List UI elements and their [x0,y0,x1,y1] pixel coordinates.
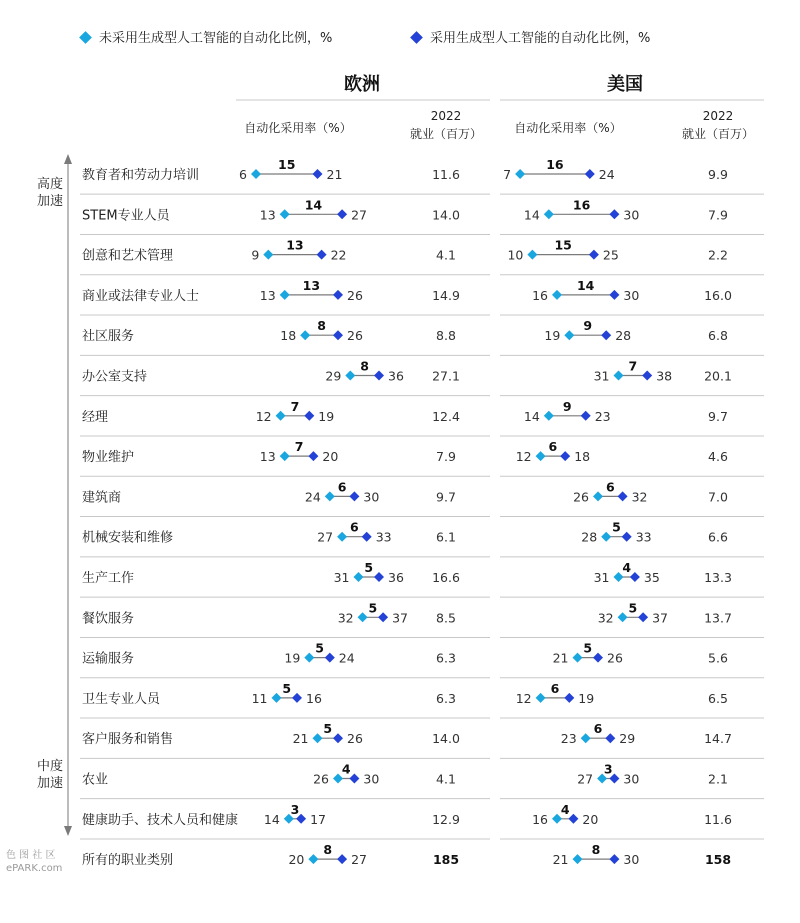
row-6-us-with-marker [581,411,591,421]
row-13-europe-gap-value: 5 [282,680,292,696]
row-5-us-gap-value: 7 [628,358,638,374]
row-16-europe-gap-value: 3 [290,801,300,817]
row-12-europe-employment: 6.3 [436,650,456,666]
row-8-us-with-marker [618,491,628,501]
row-0-us-employment: 9.9 [708,167,728,182]
row-6-europe-with-marker [304,411,314,421]
row-6-europe-gap-value: 7 [290,398,300,414]
row-7-us-with-value: 18 [574,449,591,465]
row-11-us-with-value: 37 [652,610,669,626]
row-3-us-gap-value: 14 [576,277,595,293]
row-5-europe-with-value: 36 [388,368,404,384]
row-3-europe-gap-value: 13 [302,277,321,293]
row-9-europe-gap-value: 6 [350,519,359,535]
total-europe-without-marker [308,854,318,864]
row-5-europe-gap-value: 8 [360,358,370,374]
row-9-us-without-marker [601,532,611,542]
row-14-europe-employment: 14.0 [432,731,460,747]
side-label-high-1: 高度 [36,177,64,192]
row-2-us-with-value: 25 [602,247,619,263]
total-europe-without-value: 20 [288,852,305,868]
row-12-us-gap-value: 5 [583,640,593,656]
row-3-us-without-marker [552,290,562,300]
row-5-us-with-marker [642,371,652,381]
row-1-us-with-marker [609,209,619,219]
row-3-label: 商业或法律专业人士 [82,288,200,304]
row-0-europe-with-marker [313,169,323,179]
row-16-us-with-value: 20 [582,811,599,827]
row-6-europe-with-value: 19 [318,408,335,424]
total-europe-employment: 185 [432,852,460,868]
row-15-europe-without-value: 26 [313,771,329,787]
row-1-us-employment: 7.9 [708,207,728,223]
row-15-europe-employment: 4.1 [436,771,456,787]
row-13-us-without-value: 12 [515,690,532,706]
row-0-us-with-marker [585,169,595,179]
row-16-europe-with-value: 17 [310,811,327,827]
row-3-us-employment: 16.0 [704,287,732,303]
row-14-europe-with-marker [333,733,343,743]
row-10-us-without-value: 31 [593,570,610,585]
row-15-us-gap-value: 3 [603,761,613,777]
row-5-label: 办公室支持 [82,369,148,385]
row-2-us-without-marker [527,250,537,260]
row-4-us-without-value: 19 [544,328,561,344]
row-11-us-gap-value: 5 [628,600,638,616]
row-4-europe-employment: 8.8 [436,328,456,344]
row-3-europe-without-marker [280,290,290,300]
row-0-europe-with-value: 21 [326,167,343,182]
row-14-europe-with-value: 26 [347,731,363,747]
axis-arrow-up-icon [64,154,72,164]
row-11-label: 餐饮服务 [82,611,135,627]
row-0-europe-employment: 11.6 [432,167,460,182]
row-7-us-with-marker [560,451,570,461]
europe-emp-year: 2022 [430,109,462,123]
row-2-label: 创意和艺术管理 [82,248,174,264]
row-1-europe-gap-value: 14 [304,197,323,213]
row-14-europe-gap-value: 5 [323,721,333,737]
row-11-europe-with-value: 37 [392,610,409,626]
region-title-europe: 欧洲 [344,74,380,95]
europe-rate-header: 自动化采用率（%） [244,121,352,135]
row-2-us-gap-value: 15 [554,237,572,253]
row-12-europe-with-value: 24 [338,650,355,666]
row-13-us-employment: 6.5 [708,690,728,706]
row-4-us-gap-value: 9 [583,318,593,334]
row-12-us-employment: 5.6 [708,650,728,666]
row-9-us-gap-value: 5 [612,519,621,535]
row-2-us-without-value: 10 [507,247,524,263]
row-11-europe-without-value: 32 [337,610,354,626]
row-9-europe-with-value: 33 [375,529,392,545]
row-9-us-with-value: 33 [635,529,652,545]
side-label-high-2: 加速 [36,194,64,209]
row-2-europe-without-marker [263,250,273,260]
row-15-label: 农业 [82,772,109,788]
row-12-us-with-marker [593,653,603,663]
row-7-label: 物业维护 [82,450,135,466]
row-9-label: 机械安装和维修 [82,530,174,546]
total-europe-with-marker [337,854,347,864]
row-12-europe-with-marker [325,653,335,663]
row-2-europe-employment: 4.1 [436,247,456,263]
row-3-us-without-value: 16 [532,287,548,303]
row-0-us-with-value: 24 [598,167,615,182]
row-0-label: 教育者和劳动力培训 [82,168,200,183]
europe-emp-unit: 就业（百万） [409,127,483,141]
row-11-europe-gap-value: 5 [368,600,378,616]
row-4-label: 社区服务 [82,329,135,345]
row-8-us-without-marker [593,491,603,501]
row-4-europe-without-value: 18 [280,328,297,344]
row-1-us-gap-value: 16 [572,197,591,213]
row-12-us-without-marker [573,653,583,663]
row-13-us-with-value: 19 [578,690,595,706]
row-10-europe-without-value: 31 [333,570,350,585]
row-3-europe-with-marker [333,290,343,300]
row-9-europe-without-value: 27 [317,529,334,545]
row-14-us-with-value: 29 [619,731,636,747]
row-13-us-with-marker [564,693,574,703]
row-5-europe-with-marker [374,371,384,381]
row-7-us-without-marker [536,451,546,461]
row-13-us-gap-value: 6 [550,680,560,696]
row-0-europe-without-value: 6 [239,167,247,182]
row-9-europe-with-marker [362,532,372,542]
row-12-us-without-value: 21 [552,650,569,666]
row-4-us-employment: 6.8 [708,328,728,344]
row-15-europe-gap-value: 4 [341,761,351,777]
row-4-europe-with-marker [333,330,343,340]
row-11-us-without-marker [618,612,628,622]
row-1-europe-without-marker [280,209,290,219]
row-11-europe-without-marker [358,612,368,622]
row-8-europe-with-marker [349,491,359,501]
row-6-europe-without-marker [276,411,286,421]
row-1-us-without-marker [544,209,554,219]
row-5-europe-without-value: 29 [325,368,342,384]
side-label-mid-1: 中度 [36,759,64,774]
row-8-europe-gap-value: 6 [337,479,347,495]
row-16-us-employment: 11.6 [704,811,732,827]
row-8-us-gap-value: 6 [605,479,615,495]
row-7-us-gap-value: 6 [548,439,558,455]
row-0-us-without-value: 7 [503,167,512,182]
row-10-europe-with-marker [374,572,384,582]
legend-without-marker [79,31,92,44]
row-14-label: 客户服务和销售 [82,732,174,748]
row-13-us-without-marker [536,693,546,703]
row-5-us-employment: 20.1 [704,368,732,384]
row-13-europe-with-marker [292,693,302,703]
row-14-us-gap-value: 6 [593,721,603,737]
row-16-europe-employment: 12.9 [432,811,460,827]
row-11-europe-employment: 8.5 [436,610,456,626]
row-10-us-with-marker [630,572,640,582]
row-1-europe-employment: 14.0 [432,207,460,223]
row-7-us-employment: 4.6 [708,449,728,465]
legend-with-marker [410,31,423,44]
total-label: 所有的职业类别 [82,853,174,869]
row-3-europe-without-value: 13 [259,287,276,303]
row-12-europe-without-value: 19 [284,650,301,666]
row-13-europe-without-value: 11 [251,690,268,706]
row-7-europe-without-marker [280,451,290,461]
row-13-label: 卫生专业人员 [82,691,161,707]
row-12-label: 运输服务 [82,651,135,667]
total-us-without-marker [573,854,583,864]
row-15-us-without-value: 27 [577,771,594,787]
legend-without-label: 未采用生成型人工智能的自动化比例，% [99,31,333,46]
row-8-europe-without-marker [325,491,335,501]
row-4-europe-gap-value: 8 [317,318,326,334]
row-8-us-without-value: 26 [573,489,589,505]
acceleration-axis [37,154,72,836]
total-us-without-value: 21 [552,852,569,868]
total-europe-with-value: 27 [351,852,368,868]
row-6-label: 经理 [82,409,109,425]
row-14-us-employment: 14.7 [704,731,732,747]
row-8-europe-without-value: 24 [304,489,321,505]
row-7-us-without-value: 12 [515,449,532,465]
row-8-us-with-value: 32 [631,489,648,505]
row-1-us-with-value: 30 [623,207,640,223]
row-13-europe-with-value: 16 [306,690,322,706]
row-7-europe-with-marker [308,451,318,461]
row-10-europe-with-value: 36 [388,570,404,585]
total-europe-gap-value: 8 [323,842,333,858]
row-5-us-without-value: 31 [593,368,610,384]
row-16-us-without-value: 16 [532,811,548,827]
row-2-europe-gap-value: 13 [286,237,304,253]
us-emp-unit: 就业（百万） [681,127,755,141]
row-6-europe-employment: 12.4 [432,408,460,424]
legend [79,30,650,46]
row-8-europe-with-value: 30 [363,489,380,505]
row-1-europe-with-value: 27 [351,207,368,223]
row-2-europe-without-value: 9 [251,247,260,263]
row-16-label: 健康助手、技术人员和健康 [82,812,239,828]
row-10-us-gap-value: 4 [622,560,632,575]
watermark [6,848,62,874]
row-7-europe-gap-value: 7 [294,439,304,455]
row-9-us-without-value: 28 [581,529,598,545]
row-10-us-employment: 13.3 [704,570,732,585]
row-6-us-employment: 9.7 [708,408,728,424]
row-7-europe-employment: 7.9 [436,449,456,465]
row-1-europe-without-value: 13 [259,207,276,223]
row-0-us-gap-value: 16 [546,157,564,172]
row-4-europe-without-marker [300,330,310,340]
row-15-europe-with-marker [349,774,359,784]
row-1-label: STEM专业人员 [82,208,170,224]
row-2-us-employment: 2.2 [708,247,728,263]
row-10-europe-gap-value: 5 [364,560,374,575]
row-3-us-with-marker [609,290,619,300]
region-title-us: 美国 [607,74,643,95]
row-11-us-employment: 13.7 [704,610,732,626]
row-15-us-employment: 2.1 [708,771,728,787]
row-4-europe-with-value: 26 [347,328,363,344]
chart-rows [80,157,764,868]
row-14-us-with-marker [605,733,615,743]
row-8-europe-employment: 9.7 [436,489,456,505]
row-0-europe-gap-value: 15 [278,157,296,172]
row-15-europe-with-value: 30 [363,771,380,787]
row-7-europe-with-value: 20 [322,449,339,465]
row-12-europe-gap-value: 5 [315,640,324,656]
us-emp-year: 2022 [702,109,734,123]
row-14-europe-without-value: 21 [292,731,309,747]
row-16-us-gap-value: 4 [560,801,570,817]
row-2-us-with-marker [589,250,599,260]
row-7-europe-without-value: 13 [259,449,276,465]
row-11-us-with-marker [638,612,648,622]
row-8-us-employment: 7.0 [708,489,728,505]
row-5-europe-without-marker [345,371,355,381]
row-3-us-with-value: 30 [623,287,640,303]
row-11-europe-with-marker [378,612,388,622]
row-14-europe-without-marker [313,733,323,743]
total-us-with-value: 30 [623,852,640,868]
row-5-us-with-value: 38 [656,368,673,384]
region-headers [236,73,764,141]
row-4-us-with-value: 28 [615,328,632,344]
row-10-label: 生产工作 [82,571,135,586]
row-14-us-without-value: 23 [560,731,577,747]
row-6-us-without-value: 14 [523,408,540,424]
us-rate-header: 自动化采用率（%） [514,121,622,135]
watermark-line-2: ePARK.com [6,863,63,874]
total-us-employment: 158 [704,852,732,868]
row-9-us-with-marker [622,532,632,542]
row-1-us-without-value: 14 [523,207,540,223]
row-16-europe-without-value: 14 [263,811,280,827]
row-12-us-with-value: 26 [607,650,623,666]
row-16-us-with-marker [568,814,578,824]
row-9-europe-employment: 6.1 [436,529,456,545]
row-13-europe-without-marker [272,693,282,703]
row-9-europe-without-marker [337,532,347,542]
row-13-europe-employment: 6.3 [436,690,456,706]
row-11-us-without-value: 32 [597,610,614,626]
row-4-us-without-marker [564,330,574,340]
row-0-europe-without-marker [251,169,261,179]
row-6-us-with-value: 23 [594,408,611,424]
row-10-us-with-value: 35 [643,570,660,585]
row-14-us-without-marker [581,733,591,743]
row-10-europe-without-marker [354,572,364,582]
row-2-europe-with-marker [317,250,327,260]
row-4-us-with-marker [601,330,611,340]
row-8-label: 建筑商 [82,490,122,506]
row-10-europe-employment: 16.6 [432,570,460,585]
legend-with-label: 采用生成型人工智能的自动化比例，% [430,31,651,46]
row-9-us-employment: 6.6 [708,529,728,545]
row-6-us-without-marker [544,411,554,421]
row-6-us-gap-value: 9 [562,398,572,414]
row-3-europe-with-value: 26 [347,287,363,303]
row-5-us-without-marker [614,371,624,381]
total-us-gap-value: 8 [591,842,601,858]
row-3-europe-employment: 14.9 [432,287,460,303]
total-us-with-marker [609,854,619,864]
row-6-europe-without-value: 12 [255,408,272,424]
row-0-us-without-marker [515,169,525,179]
row-12-europe-without-marker [304,653,314,663]
row-2-europe-with-value: 22 [330,247,347,263]
side-label-mid-2: 加速 [36,776,64,791]
row-1-europe-with-marker [337,209,347,219]
row-15-us-with-value: 30 [623,771,640,787]
watermark-line-1: 色 图 社 区 [6,850,56,861]
row-5-europe-employment: 27.1 [432,368,460,384]
axis-arrow-down-icon [64,826,72,836]
